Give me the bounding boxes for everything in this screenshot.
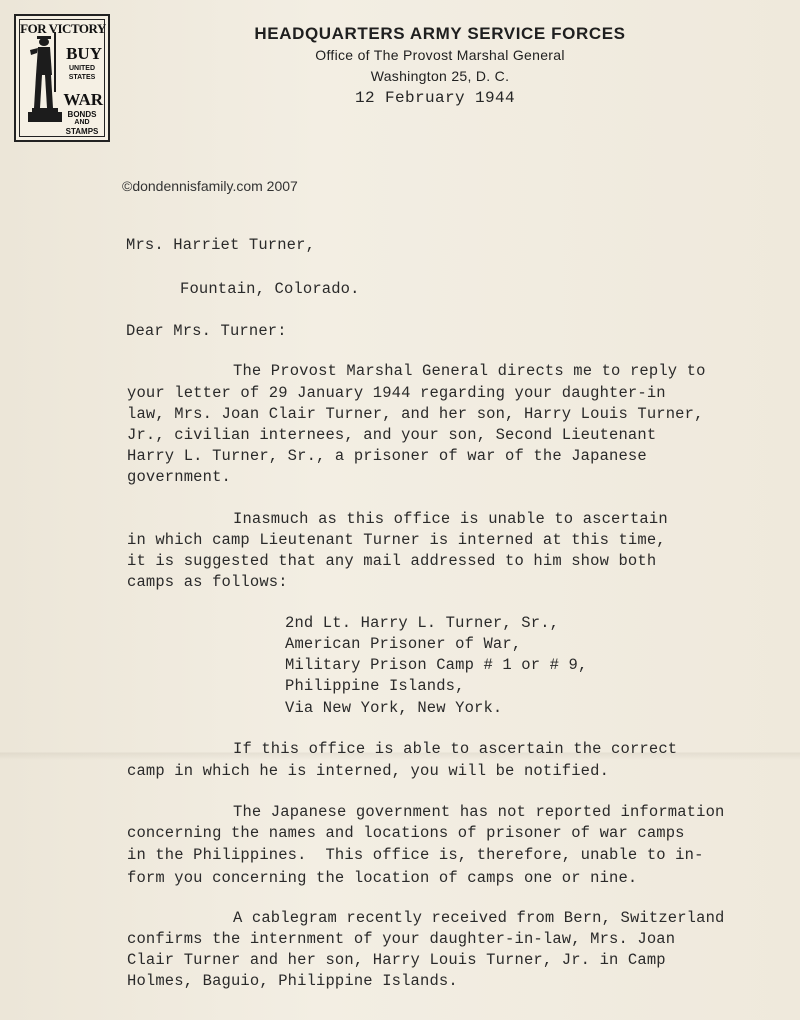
para1-line: your letter of 29 January 1944 regarding your daughter-in: [127, 384, 666, 402]
para4-line: in the Philippines. This office is, therefore, unable to in-: [127, 846, 704, 864]
stamp-united: UNITED: [68, 65, 96, 72]
para3-line: If this office is able to ascertain the correct: [233, 740, 678, 758]
stamp-states: STATES: [68, 74, 96, 81]
letterhead-office: Office of The Provost Marshal General: [315, 47, 565, 63]
stamp-war: WAR: [63, 90, 103, 109]
copyright-watermark: ©dondennisfamily.com 2007: [122, 178, 298, 194]
para5-line: confirms the internment of your daughter-in-law, Mrs. Joan: [127, 930, 676, 948]
mailing-address-line: 2nd Lt. Harry L. Turner, Sr.,: [285, 614, 560, 632]
para1-line: law, Mrs. Joan Clair Turner, and her son, Harry Louis Turner,: [127, 405, 704, 423]
salutation: Dear Mrs. Turner:: [126, 322, 287, 340]
stamp-buy: BUY: [66, 44, 102, 63]
stamp-stamps: STAMPS: [65, 127, 99, 136]
para5-line: Holmes, Baguio, Philippine Islands.: [127, 972, 458, 990]
para2-line: in which camp Lieutenant Turner is interned at this time,: [127, 531, 666, 549]
para2-line: Inasmuch as this office is unable to ascertain: [233, 510, 668, 528]
para1-line: The Provost Marshal General directs me to reply to: [233, 362, 706, 380]
mailing-address-line: Philippine Islands,: [285, 677, 465, 695]
para5-line: A cablegram recently received from Bern, Switzerland: [233, 909, 725, 927]
para3-line: camp in which he is interned, you will be notified.: [127, 762, 610, 780]
para1-line: Jr., civilian internees, and your son, Second Lieutenant: [127, 426, 657, 444]
stamp-and: AND: [74, 119, 90, 126]
stamp-for-victory: FOR VICTORY: [20, 21, 106, 36]
recipient-city: Fountain, Colorado.: [180, 280, 360, 298]
para2-line: camps as follows:: [127, 573, 288, 591]
letterhead-title: HEADQUARTERS ARMY SERVICE FORCES: [254, 24, 626, 43]
mailing-address-line: Via New York, New York.: [285, 699, 503, 717]
recipient-name: Mrs. Harriet Turner,: [126, 236, 316, 254]
para2-line: it is suggested that any mail addressed to him show both: [127, 552, 657, 570]
para4-line: form you concerning the location of camps one or nine.: [127, 869, 638, 887]
para1-line: Harry L. Turner, Sr., a prisoner of war of the Japanese: [127, 447, 647, 465]
mailing-address-line: Military Prison Camp # 1 or # 9,: [285, 656, 588, 674]
para5-line: Clair Turner and her son, Harry Louis Turner, Jr. in Camp: [127, 951, 666, 969]
war-bonds-stamp: [14, 14, 110, 142]
para4-line: concerning the names and locations of prisoner of war camps: [127, 824, 685, 842]
mailing-address-line: American Prisoner of War,: [285, 635, 522, 653]
letter-date: 12 February 1944: [355, 89, 516, 107]
stamp-bonds: BONDS: [67, 110, 97, 119]
para4-line: The Japanese government has not reported information: [233, 803, 725, 821]
letterhead-location: Washington 25, D. C.: [370, 68, 510, 84]
para1-line: government.: [127, 468, 231, 486]
